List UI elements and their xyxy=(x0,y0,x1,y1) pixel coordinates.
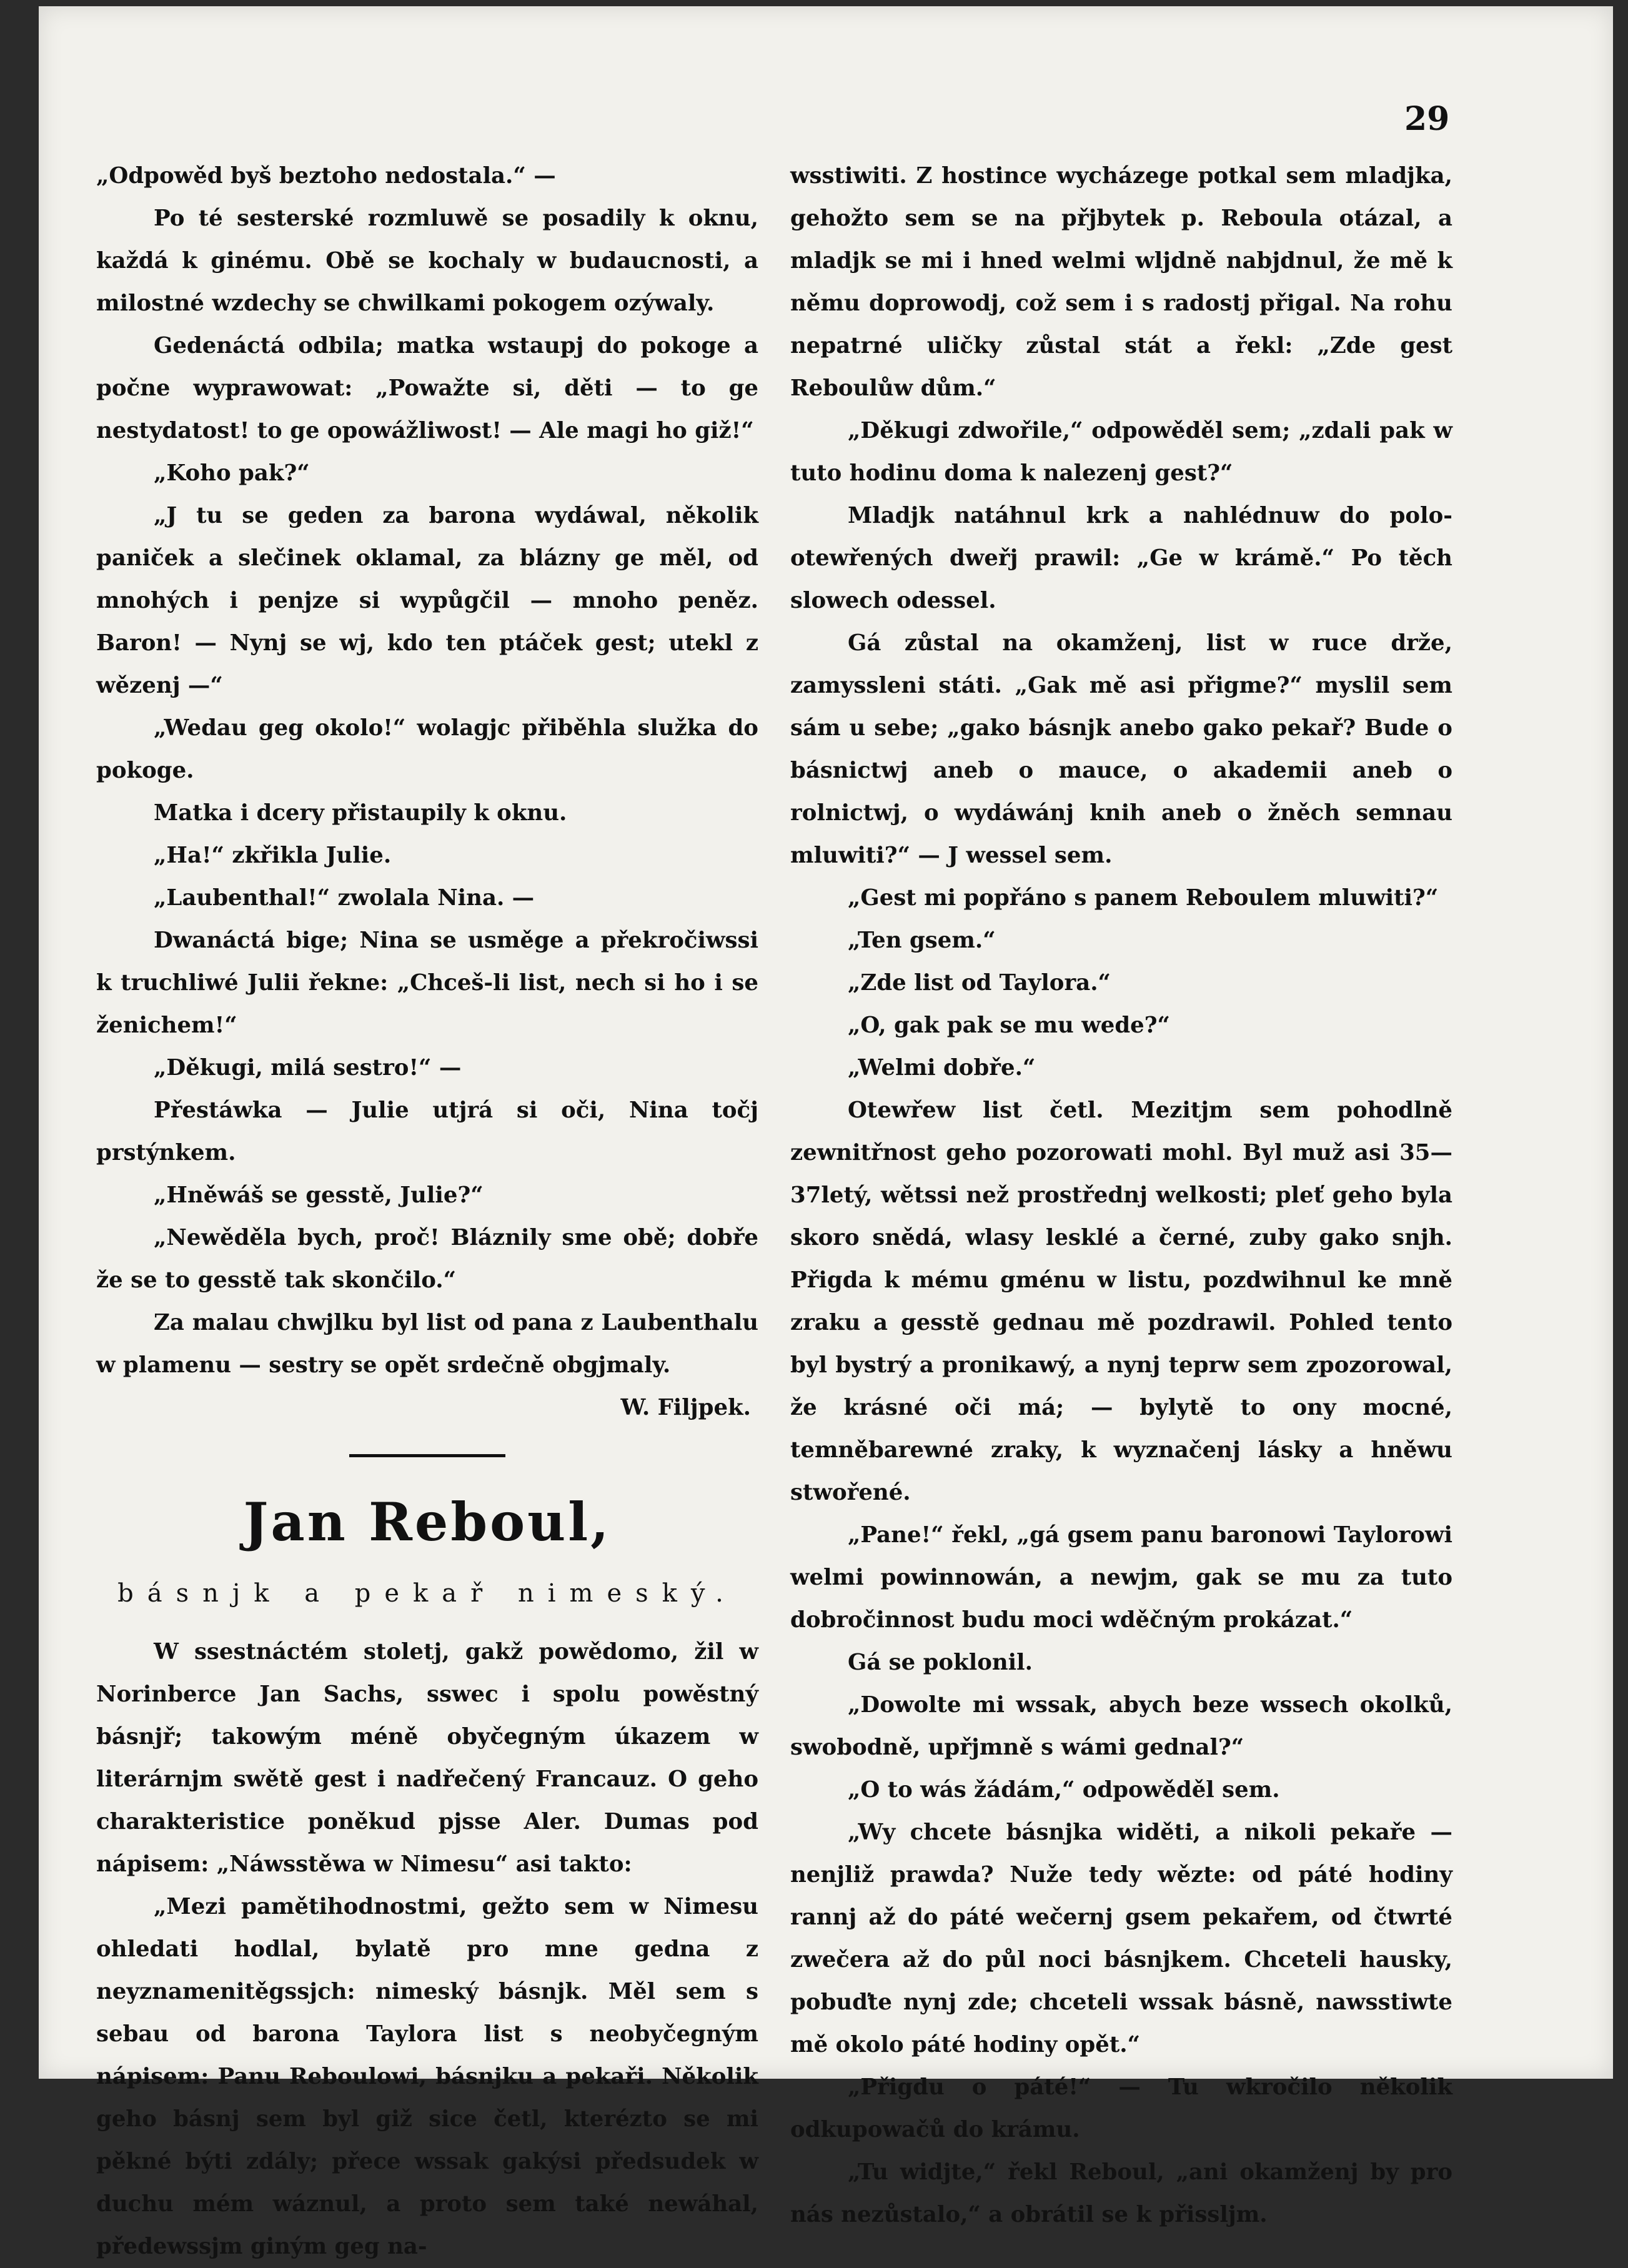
author-signature: W. Filjpek. xyxy=(620,1395,751,1420)
paragraph: Gá se poklonil. xyxy=(848,1650,1033,1675)
article-subtitle: básnjk a pekař nimeský. xyxy=(117,1579,737,1608)
newspaper-page xyxy=(39,6,1613,2259)
paragraph: „Přigdu o páté!“ — Tu wkročilo několik odkupowačů do krámu. xyxy=(790,2074,1452,2142)
section-divider xyxy=(349,1454,505,1457)
paragraph: „Mezi pamětihodnostmi, gežto sem w Nimesu ohledati hodlal, bylatě pro mne gedna z neyznamenitěgssjch: nimeský básnjk. Měl sem s sebau od barona Taylora list s neobyčegným nápisem: Panu Reboulowi, básnjku a pekaři. Několik geho básnj sem byl giž sice četl, kterézto se mi pěkné býti zdály; přece wssak gakýsi předsudek w duchu mém wáznul, a proto sem také newáhal, předewssjm giným geg na- xyxy=(96,1894,758,2259)
paragraph: „Ha!“ zkřikla Julie. xyxy=(154,843,392,868)
paragraph: Za malau chwjlku byl list od pana z Laubenthalu w plamenu — sestry se opět srdečně obgjmaly. xyxy=(96,1310,758,1378)
paragraph: „Odpowěd byš beztoho nedostala.“ — xyxy=(96,163,556,189)
paragraph: „Wy chcete básnjka widěti, a nikoli pekaře — nenjliž prawda? Nuže tedy wězte: od páté hodiny rannj až do páté wečernj gsem pekařem, od čtwrté zwečera až do půl noci básnjkem. Chceteli hausky, pobuďte nynj zde; chceteli wssak básně, nawsstiwte mě okolo páté hodiny opět.“ xyxy=(790,1820,1452,2058)
paragraph: „Hněwáš se gesstě, Julie?“ xyxy=(154,1182,484,1208)
paragraph: Přestáwka — Julie utjrá si oči, Nina točj prstýnkem. xyxy=(96,1097,758,1166)
paragraph: „Gest mi popřáno s panem Reboulem mluwiti?“ xyxy=(848,885,1439,911)
paragraph: „Newěděla bych, proč! Bláznily sme obě; dobře že se to gesstě tak skončilo.“ xyxy=(96,1225,758,1293)
paragraph: „J tu se geden za barona wydáwal, několik paniček a slečinek oklamal, za blázny ge měl, od mnohých i penjze si wypůgčil — mnoho peněz. Baron! — Nynj se wj, kdo ten ptáček gest; utekl z wězenj —“ xyxy=(96,503,758,698)
left-column xyxy=(96,155,758,2268)
paragraph: „O, gak pak se mu wede?“ xyxy=(848,1013,1170,1038)
paragraph: „Welmi dobře.“ xyxy=(848,1055,1036,1081)
paragraph: „Děkugi, milá sestro!“ — xyxy=(154,1055,462,1081)
paragraph: „Ten gsem.“ xyxy=(848,928,996,953)
paragraph: „Dowolte mi wssak, abych beze wssech okolků, swobodně, upřjmně s wámi gednal?“ xyxy=(790,1692,1452,1760)
paragraph: „Tu widjte,“ řekl Reboul, „ani okamženj by pro nás nezůstalo,“ a obrátil se k přissljm. xyxy=(790,2159,1452,2227)
paragraph: Dwanáctá bige; Nina se usměge a překročiwssi k truchliwé Julii řekne: „Chceš-li list, nech si ho i se ženichem!“ xyxy=(96,928,758,1038)
paragraph: „Wedau geg okolo!“ wolagjc přiběhla služka do pokoge. xyxy=(96,715,758,783)
paragraph: „Koho pak?“ xyxy=(154,460,310,486)
paragraph: „Děkugi zdwořile,“ odpowěděl sem; „zdali pak w tuto hodinu doma k nalezenj gest?“ xyxy=(790,418,1452,486)
paragraph: Otewřew list četl. Mezitjm sem pohodlně zewnitřnost geho pozorowati mohl. Byl muž asi 35—37letý, wětssi než prostřednj welkosti; pleť geho byla skoro snědá, wlasy lesklé a černé, zuby gako snjh. Přigda k mému gménu w listu, pozdwihnul ke mně zraku a gesstě gednau mě pozdrawil. Pohled tento byl bystrý a pronikawý, a nynj teprw sem zpozorowal, že krásné oči má; — bylytě to ony mocné, temněbarewné zraky, k wyznačenj lásky a hněwu stwořené. xyxy=(790,1097,1452,1505)
paragraph: Po té sesterské rozmluwě se posadily k oknu, každá k ginému. Obě se kochaly w budaucnosti, a milostné wzdechy se chwilkami pokogem ozýwaly. xyxy=(96,206,758,316)
paragraph: „O to wás žádám,“ odpowěděl sem. xyxy=(848,1777,1280,1803)
paragraph: W ssestnáctém stoletj, gakž powědomo, žil w Norinberce Jan Sachs, sswec i spolu powěstný básnjř; takowým méně obyčegným úkazem w literárnjm swětě gest i nadřečený Francauz. O geho charakteristice poněkud pjsse Aler. Dumas pod nápisem: „Náwsstěwa w Nimesu“ asi takto: xyxy=(96,1639,758,1877)
article-title: Jan Reboul, xyxy=(243,1491,612,1553)
paragraph: Gedenáctá odbila; matka wstaupj do pokoge a počne wyprawowat: „Powažte si, děti — to ge nestydatost! to ge opowážliwost! — Ale magi ho giž!“ xyxy=(96,333,758,443)
paragraph: wsstiwiti. Z hostince wycházege potkal sem mladjka, gehožto sem se na přjbytek p. Reboula otázal, a mladjk se mi i hned welmi wljdně nabjdnul, že mě k němu doprowodj, což sem i s radostj přigal. Na rohu nepatrné uličky zůstal stát a řekl: „Zde gest Reboulůw dům.“ xyxy=(790,163,1452,401)
paragraph: „Zde list od Taylora.“ xyxy=(848,970,1111,996)
paragraph: Gá zůstal na okamženj, list w ruce drže, zamyssleni státi. „Gak mě asi přigme?“ myslil sem sám u sebe; „gako básnjk anebo gako pekař? Bude o básnictwj aneb o mauce, o akademii aneb o rolnictwj, o wydáwánj knih aneb o žněch semnau mluwiti?“ — J wessel sem. xyxy=(790,630,1452,868)
paragraph: Mladjk natáhnul krk a nahlédnuw do polo-otewřených dweřj prawil: „Ge w krámě.“ Po těch slowech odessel. xyxy=(790,503,1452,613)
right-column xyxy=(790,155,1452,2236)
page-number: 29 xyxy=(1404,100,1450,138)
paragraph: Matka i dcery přistaupily k oknu. xyxy=(154,800,567,826)
paragraph: „Pane!“ řekl, „gá gsem panu baronowi Taylorowi welmi powinnowán, a newjm, gak se mu za tuto dobročinnost budu moci wděčným prokázat.“ xyxy=(790,1522,1452,1633)
paragraph: „Laubenthal!“ zwolala Nina. — xyxy=(154,885,535,911)
